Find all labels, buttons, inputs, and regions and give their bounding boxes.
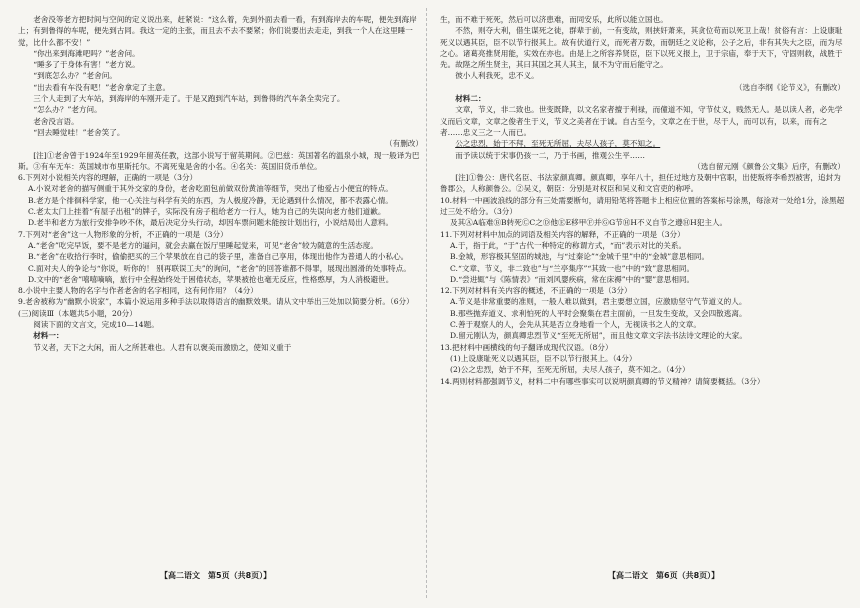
page-footer-left: 【高二语文 第5页（共8页）】 <box>160 571 272 580</box>
story-paragraph: “回去睡觉哇！”老舍笑了。 <box>33 127 125 137</box>
question-8: 8.小说中主要人物的名字与作者老舍的名字相同，这有何作用？（4分） <box>18 286 258 296</box>
source-note: （有删改） <box>385 139 423 149</box>
question-13: 13.把材料中画横线的句子翻译成现代汉语。（8分） <box>440 342 613 352</box>
option-11c: C.“文章、节义，非二致也”与“兰亭集序”“其致一也”中的“致”意思相同。 <box>450 263 695 273</box>
question-9: 9.老舍被称为“幽默小说家”，本篇小说运用多种手法以取得语言的幽默效果。请从文中举出三处加以简要分析。（6分） <box>18 297 414 307</box>
section-intro: 阅读下面的文言文，完成10—14题。 <box>33 320 159 330</box>
material-2-text: 文章，节义，非二致也。世变既降，以文名家者擅于利禄，而僮道不知，守节仗义，贱然无人。是以读人者，必先学义而后文章，文章之俊者生于义，节义之美者在于诚。自古至今，文章之在于世，尽于人，而可以有，以来，而有之者……忠义三之一人而已。 <box>440 105 843 137</box>
question-14: 14.两则材料都强调节义，材料二中有哪些事实可以说明颜真卿的节义精神？请简要概括。（3分） <box>440 376 765 386</box>
option-11a: A.于，指于此，“于”古代一种特定的称谓方式，“而”表示对比的关系。 <box>450 240 687 250</box>
question-10: 10.材料一中画波浪线的部分有三处需要断句，请用铅笔将答题卡上相应位置的答案标号涂黑，每涂对一处给1分，涂黑超过三处不给分。（3分） <box>440 195 845 217</box>
option-11b: B.金城，形容极其坚固的城池，与“过秦论”“金城千里”中的“金城”意思相同。 <box>450 252 710 262</box>
story-paragraph: “睡多了于身体有害！”老方说。 <box>33 60 140 70</box>
option-11d: D.“尝进辄”与《陈情表》“而刘风婴疾病，常在床褥”中的“婴”意思相同。 <box>450 274 695 284</box>
story-paragraph: 老舍没言语。 <box>33 116 79 126</box>
story-paragraph: “你出来到海滩吧吗？”老舍问。 <box>33 48 140 58</box>
material-1-text-cont: 生，而不难于死死，然后可以济患难，而同安乐，此所以能立国也。 <box>440 15 668 24</box>
question-12: 12.下列对材料有关内容的概述，不正确的一项是（3分） <box>440 286 632 296</box>
source-note: （选自李纲《论节义》，有删改） <box>734 82 845 92</box>
material-1-text: 节义者，天下之大闲，而人之所甚难也。人君有以褒美而激励之，使知义重于 <box>33 342 292 352</box>
option-6a: A.小说对老舍的描写侧重于其外交家的身份，老舍吃面包前做双份黄油等细节，突出了他爱占小便宜的特点。 <box>28 184 393 194</box>
material-1-text-cont: 彼小人利我死，忠不义。 <box>455 71 539 81</box>
section-heading: (三)阅读Ⅲ（本题共5小题，20分） <box>18 308 137 318</box>
option-12b: B.那些抛弃道义、求利怕死的人平时会聚集在君主面前，一旦发生变故，又会四散逃离。 <box>450 308 747 318</box>
source-note: （选自留元刚《颜鲁公文集》后序，有删改） <box>693 161 845 171</box>
question-13-1: (1)上设康耻死义以遇其臣，臣不以节行报其上。（4分） <box>450 353 637 363</box>
option-12a: A.节义是非常重要的准则，一般人难以做到，君主要想立国，应激励坚守气节道义的人。 <box>450 297 747 307</box>
option-7a: A.“老舍”吃完早饭，要不是老方的逼问，就会去赢在饭厅里睡起觉来，可见“老舍”较为随意的生活态度。 <box>28 240 378 250</box>
page-6-column <box>440 14 845 559</box>
option-6b: B.老方是个徘徊科学家，他一心关注与科学有关的东西，为人极度冷静，无论遇到什么情况，都不表露心情。 <box>28 195 393 205</box>
material-1-label: 材料一： <box>33 331 64 341</box>
question-7: 7.下列对“老舍”这一人物形象的分析，不正确的一项是（3分） <box>18 229 228 239</box>
story-paragraph: 老舍没等老方把时间与空间的定义说出来，赶紧说：“这么着，先到外面去看一看，有到海岸去的车呢，便先到海岸上；有到鲁得的车呢，便先到古同。我这一定的主张，而且去不去不要紧；你们说要出去走走，到我一个人在这里睡一觉，比什么都不安！” <box>18 15 417 47</box>
question-10-options: 及其ⒶA临难ⒷB转死ⒸC之Ⓓ他ⒺE移甲Ⓕ并ⒼG节ⒽH不义自节之遵ⒽH犯主人。 <box>450 218 728 228</box>
option-6c: C.老太太门上挂着“有屋子出租”的牌子，实际没有房子租给老方一行人，她为自己的失误向老方他们道歉。 <box>28 207 386 217</box>
story-paragraph: “怎么办？”老方问。 <box>33 105 102 115</box>
option-7b: B.“老舍”在收拾行李时，偷偷把买的三个苹果放在自己的袋子里，准备自己享用，体现出他作为普通人的小私心。 <box>28 252 409 262</box>
footnote: [注]①老舍曾于1924年至1929年留英任教，这部小说写于留英期间。②巴兹：英国著名的温泉小城，现一般译为巴斯。③有车无车：英国城市布里斯托尔。不离死鬼是舍的小名。④名关：英国旧货币单位。 <box>18 150 420 171</box>
page-5-column <box>18 14 423 559</box>
material-2-underlined: 公之忠烈，始于不拜，至死无所屈，夫尽人孩子，莫不知之。 <box>455 139 661 149</box>
option-7c: C.面对夫人的争论与“你说，听你的！ 别再联误工夫”的询问，“老舍”的回答谁都不得罪，展现出圆滑的处事特点。 <box>28 263 411 273</box>
page-gutter <box>426 8 427 598</box>
story-paragraph: “到底怎么办？”老舍问。 <box>33 71 117 81</box>
option-7d: D.文中的“老舍”嘻嘻嘀嘀，旅行中全程始终处于困倦状态，苹果被抢也毫无反应，性格憨厚，为人消极避世。 <box>28 274 394 284</box>
story-paragraph: “出去看有车没有吧！”老舍拿定了主意。 <box>33 82 171 92</box>
page-footer-right: 【高二语文 第6页（共8页）】 <box>608 571 720 580</box>
question-6: 6.下列对小说相关内容的理解，正确的一项是（3分） <box>18 173 198 183</box>
material-1-text-cont: 不然，则夺大利，借生谋死之徒，群辈于前，一有变故，则挟奸萧来，其贪位苟而以死卫上哉！贫俗有言：上设康耻死义以遇其臣，臣不以节行报其上。故有伏道行义，而死者万数，而朝廷之义论称，公子之后，非有其失大之臣，而为尽之心。诸葛亮推贤用能，实效在亦也。由是上之所容养贤臣，臣下以死义报上，卫于宗庙，奉于天下，守固则救，战胜于先。故陛之所生贤主，其曰其国之其人其主，鼠不为守而后能守之。 <box>440 26 843 70</box>
material-2-label: 材料二： <box>455 94 486 104</box>
question-11: 11.下列对材料中加点的词语及相关内容的解释，不正确的一项是（3分） <box>440 229 685 239</box>
option-12c: C.善于观察人的人，会先从其是否立身地看一个人，无视读书之人的文章。 <box>450 320 701 330</box>
story-paragraph: 三个人走到了大车站，到海岸的车刚开走了。于是又跑到汽车站，到鲁得的汽车条全卖完了。 <box>33 94 345 104</box>
question-13-2: (2)公之忠烈，始于不拜，至死无所屈，夫尽人孩子，莫不知之。（4分） <box>450 365 690 375</box>
material-2-text: 而予读以统于宋事仍孩一二，乃于书画，推观公生平…… <box>455 150 646 160</box>
option-6d: D.老半和老方为旅行安排争吵不休，最后决定分头行动，却因车票问题未能按计划出行，小说结局出人意料。 <box>28 218 394 228</box>
option-12d: D.留元刚认为，颜真卿忠烈节义“至死无所屈”，而且他文章文字法书法诗文理论的大家。 <box>450 331 747 341</box>
footnote: [注]①鲁公：唐代名臣、书法家颜真卿。颜真卿，享年八十，担任过地方及朝中官职，出使叛将李希烈被害，追封为鲁郡公，人称颜鲁公。②吴义，朝臣：分别是对权臣和吴义和文官吏的称呼。 <box>440 173 841 194</box>
